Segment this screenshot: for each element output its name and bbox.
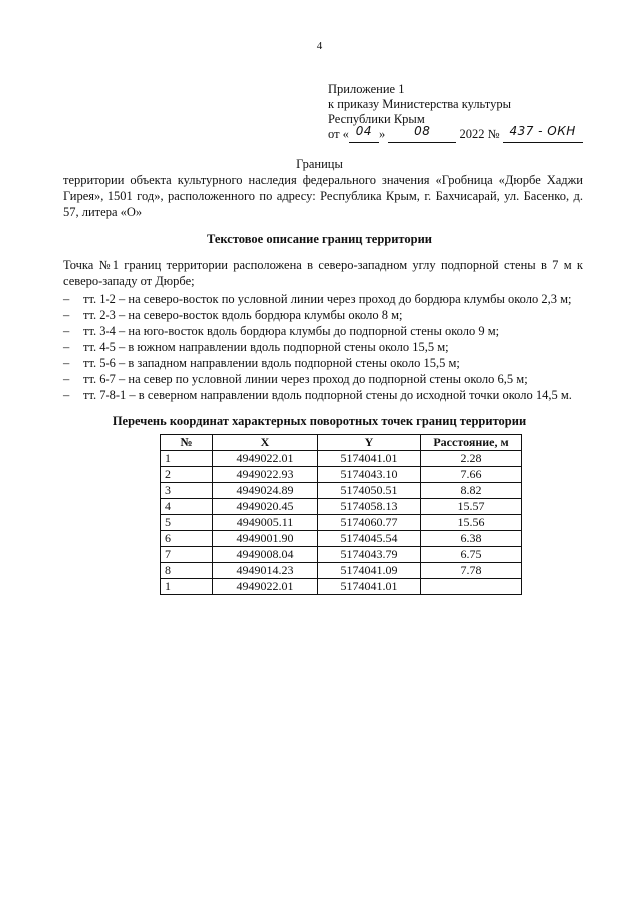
list-item xyxy=(63,355,603,371)
table-row xyxy=(161,451,522,467)
table-row xyxy=(161,483,522,499)
list-item xyxy=(63,291,603,307)
segment-text: тт. 1-2 – на северо-восток по условной линии через проход до бордюра клумбы около 2,3 м; xyxy=(83,292,572,306)
date-day: 04 xyxy=(355,124,373,138)
table-row xyxy=(161,515,522,531)
cell-number: 1 xyxy=(161,579,213,595)
cell-y: 5174050.51 xyxy=(318,483,421,499)
date-year: 2022 № xyxy=(459,127,500,141)
date-month-field xyxy=(388,124,456,143)
appendix-block xyxy=(328,82,583,143)
cell-x: 4949008.04 xyxy=(213,547,318,563)
cell-x: 4949005.11 xyxy=(213,515,318,531)
cell-number: 1 xyxy=(161,451,213,467)
table-header-row xyxy=(161,435,522,451)
list-dash: – xyxy=(63,324,70,338)
cell-distance: 7.66 xyxy=(421,467,522,483)
header-distance: Расстояние, м xyxy=(421,435,522,451)
cell-number: 2 xyxy=(161,467,213,483)
date-prefix: от « xyxy=(328,127,349,141)
cell-distance: 6.75 xyxy=(421,547,522,563)
segment-text: тт. 7-8-1 – в северном направлении вдоль подпорной стены до исходной точки около 14,5 м. xyxy=(83,388,572,402)
list-item xyxy=(63,387,603,403)
table-row xyxy=(161,563,522,579)
table-body xyxy=(161,451,522,595)
list-dash: – xyxy=(63,292,70,306)
point-description: Точка №1 границ территории расположена в северо-западном углу подпорной стены в 7 м к северо-западу от Дюрбе; xyxy=(63,258,583,288)
list-dash: – xyxy=(63,388,70,402)
list-item xyxy=(63,323,603,339)
cell-distance: 2.28 xyxy=(421,451,522,467)
cell-x: 4949001.90 xyxy=(213,531,318,547)
date-month: 08 xyxy=(414,124,431,138)
cell-y: 5174045.54 xyxy=(318,531,421,547)
coordinates-table xyxy=(160,434,522,595)
order-number-field xyxy=(503,124,583,143)
order-number: 437 - ОКН xyxy=(509,124,576,138)
cell-distance: 8.82 xyxy=(421,483,522,499)
coordinates-table-heading: Перечень координат характерных поворотных точек границ территории xyxy=(112,414,527,428)
table-row xyxy=(161,579,522,595)
header-y: Y xyxy=(318,435,421,451)
segment-text: тт. 6-7 – на север по условной линии через проход до подпорной стены около 6,5 м; xyxy=(83,372,528,386)
cell-y: 5174058.13 xyxy=(318,499,421,515)
page-number: 4 xyxy=(316,40,323,52)
cell-x: 4949014.23 xyxy=(213,563,318,579)
cell-number: 3 xyxy=(161,483,213,499)
table-row xyxy=(161,467,522,483)
appendix-date-line xyxy=(328,124,583,143)
list-item xyxy=(63,307,603,323)
table-row xyxy=(161,499,522,515)
segment-text: тт. 3-4 – на юго-восток вдоль бордюра клумбы до подпорной стены около 9 м; xyxy=(83,324,500,338)
segment-text: тт. 2-3 – на северо-восток вдоль бордюра клумбы около 8 м; xyxy=(83,308,403,322)
table-row xyxy=(161,531,522,547)
segment-list xyxy=(63,291,603,403)
cell-number: 5 xyxy=(161,515,213,531)
cell-number: 4 xyxy=(161,499,213,515)
date-mid: » xyxy=(378,127,386,141)
cell-y: 5174043.79 xyxy=(318,547,421,563)
table-row xyxy=(161,547,522,563)
cell-x: 4949022.01 xyxy=(213,451,318,467)
list-dash: – xyxy=(63,372,70,386)
appendix-title: Приложение 1 xyxy=(328,82,405,96)
list-dash: – xyxy=(63,340,70,354)
appendix-region-line: Республики Крым xyxy=(328,112,425,126)
cell-number: 8 xyxy=(161,563,213,579)
list-item xyxy=(63,371,603,387)
segment-text: тт. 4-5 – в южном направлении вдоль подпорной стены около 15,5 м; xyxy=(83,340,449,354)
cell-number: 6 xyxy=(161,531,213,547)
cell-x: 4949022.93 xyxy=(213,467,318,483)
cell-x: 4949022.01 xyxy=(213,579,318,595)
header-x: X xyxy=(213,435,318,451)
segment-text: тт. 5-6 – в западном направлении вдоль подпорной стены около 15,5 м; xyxy=(83,356,460,370)
cell-distance xyxy=(421,579,522,595)
cell-distance: 15.56 xyxy=(421,515,522,531)
list-dash: – xyxy=(63,308,70,322)
cell-distance: 7.78 xyxy=(421,563,522,579)
territory-intro: территории объекта культурного наследия федерального значения «Гробница «Дюрбе Хаджи Гирея», 1501 год», расположенного по адресу: Республика Крым, г. Бахчисарай, ул. Басенко, д. 57, литера «О» xyxy=(63,173,583,219)
cell-x: 4949020.45 xyxy=(213,499,318,515)
cell-number: 7 xyxy=(161,547,213,563)
cell-y: 5174041.09 xyxy=(318,563,421,579)
list-dash: – xyxy=(63,356,70,370)
cell-distance: 6.38 xyxy=(421,531,522,547)
cell-y: 5174041.01 xyxy=(318,579,421,595)
cell-y: 5174060.77 xyxy=(318,515,421,531)
document-title: Границы xyxy=(296,157,343,171)
cell-distance: 15.57 xyxy=(421,499,522,515)
date-day-field xyxy=(349,124,379,143)
cell-y: 5174043.10 xyxy=(318,467,421,483)
cell-x: 4949024.89 xyxy=(213,483,318,499)
appendix-order-line: к приказу Министерства культуры xyxy=(328,97,511,111)
list-item xyxy=(63,339,603,355)
cell-y: 5174041.01 xyxy=(318,451,421,467)
text-description-heading: Текстовое описание границ территории xyxy=(206,232,433,246)
header-number: № xyxy=(161,435,213,451)
